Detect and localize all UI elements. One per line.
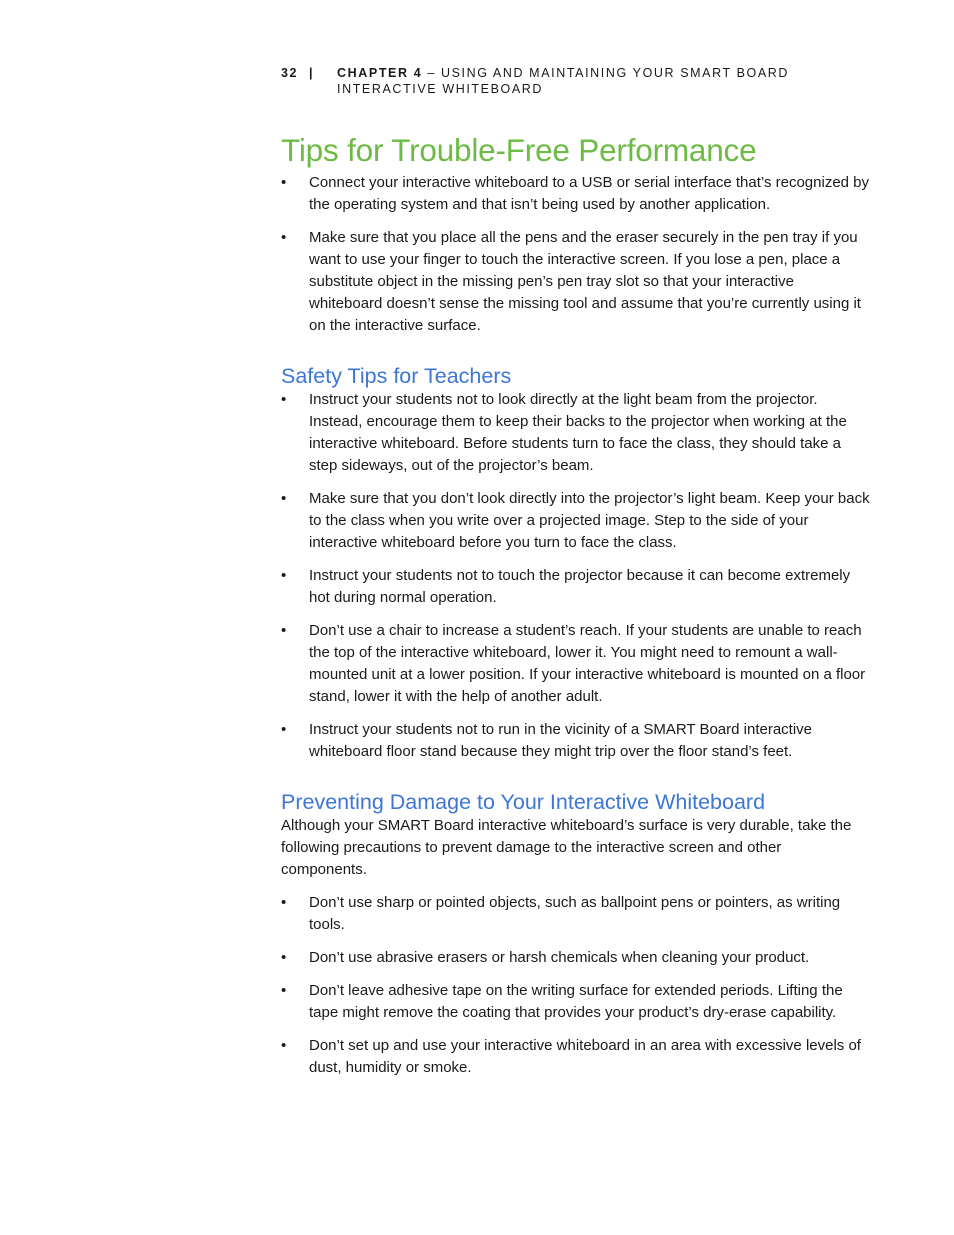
list-item [281, 620, 871, 708]
bullet: • [281, 490, 287, 507]
list-item-text: Instruct your students not to look directly at the light beam from the projector. Instead, encourage them to keep their backs to the projector when working at the interactive whiteboard. Before students turn to face the class, they should take a step sideways, out of the projector’s beam. [309, 391, 847, 474]
list-item [281, 892, 871, 936]
list-item-text: Make sure that you don’t look directly into the projector’s light beam. Keep your back to the class when you write over a projected image. Step to the side of your interactive whiteboard before you turn to face the class. [309, 490, 870, 551]
section-title-trouble-free: Tips for Trouble-Free Performance [281, 132, 757, 168]
list-item-text: Instruct your students not to touch the projector because it can become extremely hot during normal operation. [309, 567, 851, 606]
list-item [281, 227, 871, 337]
page-number: 32 [281, 66, 299, 80]
list-item-text: Don’t use sharp or pointed objects, such as ballpoint pens or pointers, as writing tools. [309, 894, 841, 933]
section-title-preventing-damage: Preventing Damage to Your Interactive Whiteboard [281, 790, 766, 814]
bullet: • [281, 894, 287, 911]
page-content [281, 128, 871, 1079]
bullet: • [281, 949, 287, 966]
list-item [281, 172, 871, 216]
bullet: • [281, 1037, 287, 1054]
list-item [281, 389, 871, 477]
bullet: • [281, 721, 287, 738]
list-item-text: Instruct your students not to run in the vicinity of a SMART Board interactive whiteboard floor stand because they might trip over the floor stand’s feet. [309, 721, 813, 760]
trouble-free-list [281, 172, 871, 337]
chapter-label: CHAPTER 4 [337, 66, 423, 80]
bullet: • [281, 391, 287, 408]
list-item-text: Don’t use abrasive erasers or harsh chemicals when cleaning your product. [309, 949, 810, 966]
list-item-text: Connect your interactive whiteboard to a USB or serial interface that’s recognized by the operating system and that isn’t being used by another application. [309, 174, 870, 213]
list-item [281, 1035, 871, 1079]
list-item [281, 980, 871, 1024]
list-item-text: Don’t leave adhesive tape on the writing surface for extended periods. Lifting the tape might remove the coating that provides your product’s dry-erase capability. [309, 982, 843, 1021]
bullet: • [281, 229, 287, 246]
preventing-damage-list [281, 892, 871, 1079]
list-item-text: Make sure that you place all the pens and the eraser securely in the pen tray if you want to use your finger to touch the interactive screen. If you lose a pen, place a substitute object in the missing pen’s pen tray slot so that your interactive whiteboard doesn’t sense the missing tool and assume that you’re currently using it on the interactive surface. [309, 229, 861, 334]
list-item [281, 488, 871, 554]
bullet: • [281, 567, 287, 584]
safety-tips-list [281, 389, 871, 763]
list-item [281, 565, 871, 609]
preventing-damage-intro: Although your SMART Board interactive whiteboard’s surface is very durable, take the following precautions to prevent damage to the interactive screen and other components. [281, 817, 852, 878]
chapter-name: – USING AND MAINTAINING YOUR SMART BOARD INTERACTIVE WHITEBOARD [337, 66, 790, 96]
header-separator: | [309, 66, 315, 80]
chapter-title [337, 66, 877, 97]
section-title-safety-tips: Safety Tips for Teachers [281, 364, 512, 388]
list-item-text: Don’t use a chair to increase a student’s reach. If your students are unable to reach the top of the interactive whiteboard, lower it. You might need to remount a wall-mounted unit at a lower position. If your interactive whiteboard is mounted on a floor stand, lower it with the help of another adult. [309, 622, 866, 705]
bullet: • [281, 622, 287, 639]
bullet: • [281, 174, 287, 191]
bullet: • [281, 982, 287, 999]
list-item-text: Don’t set up and use your interactive whiteboard in an area with excessive levels of dust, humidity or smoke. [309, 1037, 861, 1076]
list-item [281, 719, 871, 763]
list-item [281, 947, 871, 969]
